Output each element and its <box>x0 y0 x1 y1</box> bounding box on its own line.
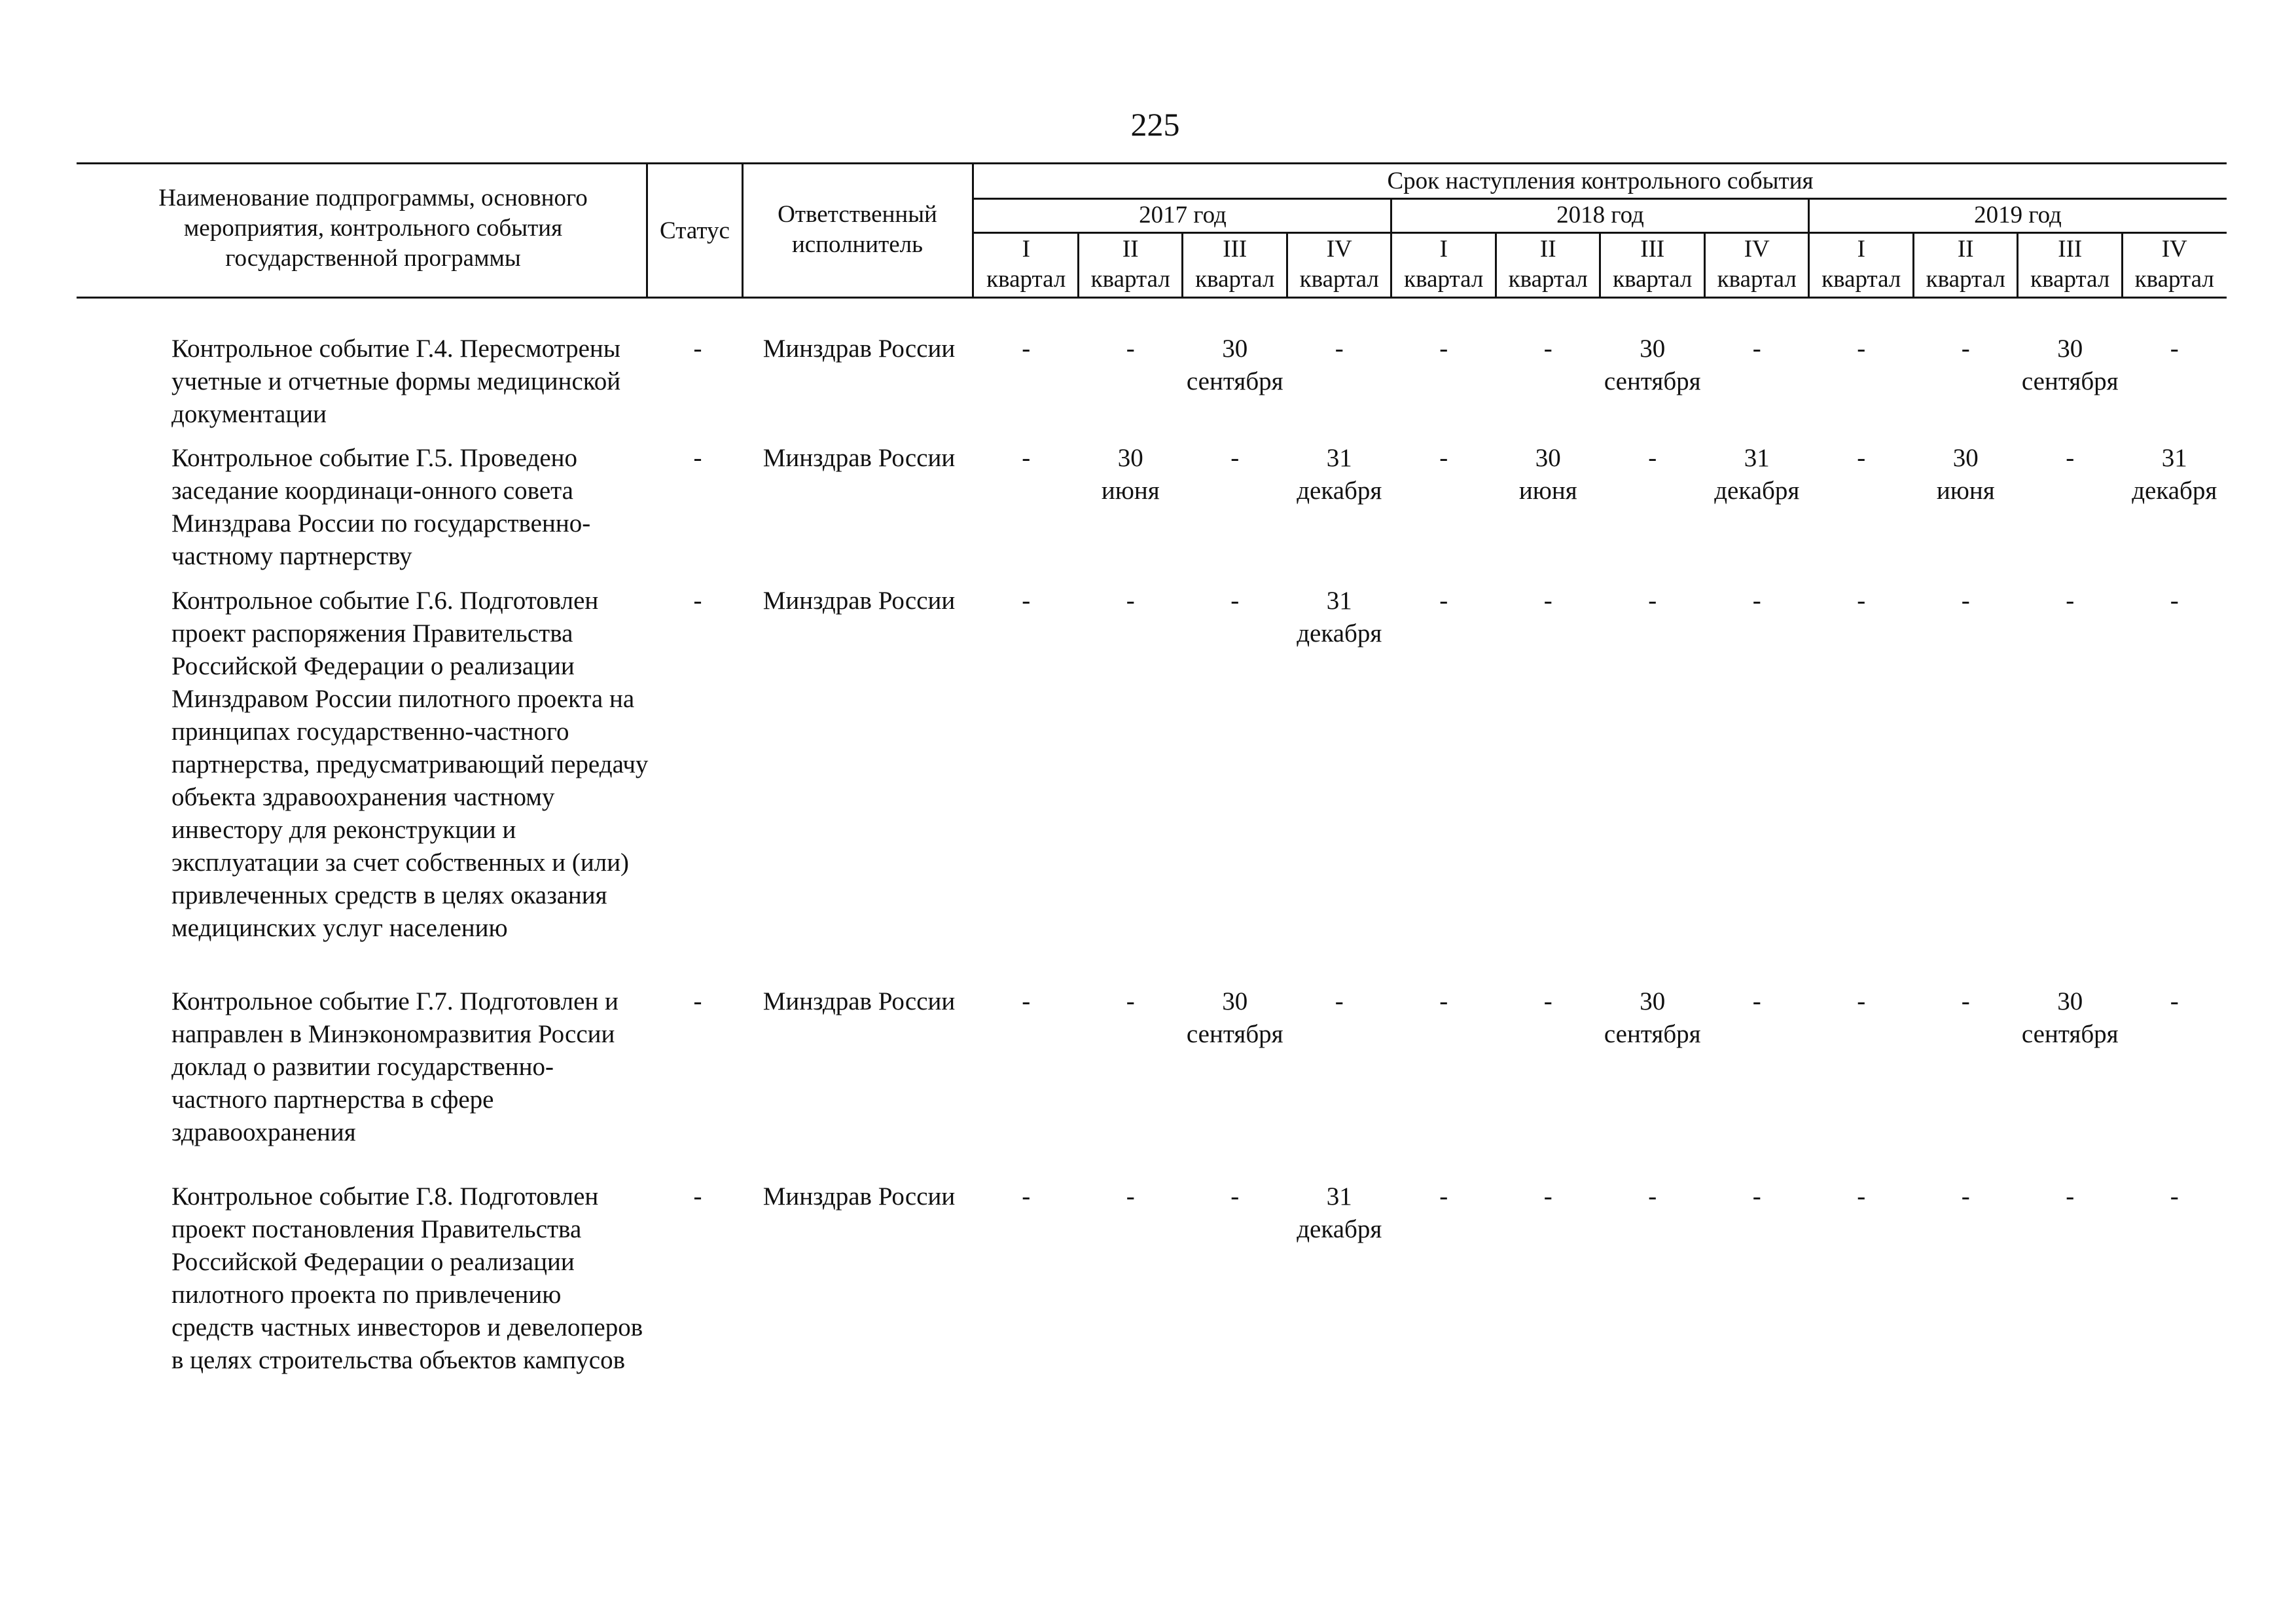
deadline-day: - <box>2066 444 2075 472</box>
quarter-header <box>1809 234 1914 295</box>
quarter-numeral: IV <box>2161 236 2187 263</box>
deadline-day: - <box>1230 587 1240 615</box>
event-name: Контрольное событие Г.5. Проведено заседание координаци-онного совета Минздрава России по государственно-частному партнерству <box>171 444 591 570</box>
quarter-deadline <box>1183 985 1287 1051</box>
quarter-deadline <box>2123 985 2227 1018</box>
header-name: Наименование подпрограммы, основного мероприятия, контрольного события государственной программы <box>158 185 588 272</box>
deadline-day: 31 <box>1744 444 1770 472</box>
quarter-deadline <box>1287 333 1392 365</box>
deadline-day: - <box>2066 1182 2075 1211</box>
deadline-day: - <box>1857 335 1866 363</box>
deadline-day: - <box>2170 587 2179 615</box>
quarter-deadline <box>1600 585 1705 617</box>
quarter-numeral: IV <box>1326 236 1352 263</box>
quarter-word: квартал <box>1717 266 1797 293</box>
quarter-deadline <box>2123 1180 2227 1213</box>
event-status: - <box>693 335 702 363</box>
deadline-day: - <box>1752 1182 1761 1211</box>
deadline-day: 30 <box>2057 335 2083 363</box>
quarter-deadline <box>2123 585 2227 617</box>
deadline-month: сентября <box>2021 1020 2119 1048</box>
quarter-deadline <box>1287 442 1392 507</box>
deadline-day: - <box>1126 335 1135 363</box>
header-status: Статус <box>660 217 730 244</box>
quarter-deadline <box>1496 333 1601 365</box>
event-status: - <box>693 444 702 472</box>
quarter-header <box>1391 234 1496 295</box>
quarter-deadline <box>1809 442 1914 475</box>
deadline-day: 30 <box>1535 444 1561 472</box>
deadline-day: - <box>1022 444 1031 472</box>
quarter-divider <box>1599 232 1601 299</box>
quarter-numeral: IV <box>1744 236 1770 263</box>
quarter-deadline <box>1914 585 2018 617</box>
quarter-divider <box>1912 232 1914 299</box>
quarter-word: квартал <box>1926 266 2005 293</box>
deadline-month: июня <box>1101 477 1160 505</box>
quarter-divider <box>2017 232 2018 299</box>
deadline-day: - <box>1648 1182 1657 1211</box>
deadline-month: декабря <box>1297 1215 1382 1243</box>
deadline-day: - <box>1439 444 1448 472</box>
header-deadline-group: Срок наступления контрольного события <box>1387 168 1814 194</box>
deadline-day: - <box>2066 587 2075 615</box>
quarter-deadline <box>1809 985 1914 1018</box>
year-header: 2019 год <box>1974 202 2062 228</box>
deadline-month: декабря <box>1297 477 1382 505</box>
quarter-deadline <box>2123 333 2227 365</box>
quarter-deadline <box>1496 585 1601 617</box>
quarter-deadline <box>1287 585 1392 650</box>
quarter-deadline <box>1391 585 1496 617</box>
deadline-day: 30 <box>1640 335 1666 363</box>
deadline-month: сентября <box>1604 367 1701 395</box>
quarter-deadline <box>1183 442 1287 475</box>
quarter-deadline <box>1496 1180 1601 1213</box>
deadline-day: - <box>1961 987 1970 1015</box>
quarter-deadline <box>1287 985 1392 1018</box>
quarter-deadline <box>1496 985 1601 1018</box>
quarter-word: квартал <box>1613 266 1693 293</box>
deadline-day: - <box>1961 587 1970 615</box>
quarter-deadline <box>1600 442 1705 475</box>
quarter-word: квартал <box>1090 266 1170 293</box>
event-name: Контрольное событие Г.4. Пересмотрены учетные и отчетные формы медицинской документации <box>171 335 621 428</box>
quarter-header <box>2018 234 2123 295</box>
quarter-deadline <box>1705 1180 1810 1213</box>
quarter-deadline <box>1496 442 1601 507</box>
quarter-header <box>1079 234 1183 295</box>
deadline-month: сентября <box>2021 367 2119 395</box>
quarter-divider <box>1286 232 1288 299</box>
quarter-divider <box>1495 232 1497 299</box>
deadline-day: 30 <box>1952 444 1979 472</box>
header-executor: Ответственный исполнитель <box>778 201 937 258</box>
quarter-deadline <box>1183 1180 1287 1213</box>
quarter-word: квартал <box>1299 266 1379 293</box>
deadline-day: 31 <box>1326 587 1352 615</box>
quarter-deadline <box>1705 333 1810 365</box>
quarter-deadline <box>1914 1180 2018 1213</box>
quarter-deadline <box>974 585 1079 617</box>
deadline-day: - <box>1648 444 1657 472</box>
quarter-divider <box>1704 232 1706 299</box>
event-status: - <box>693 1182 702 1211</box>
quarter-header <box>1600 234 1705 295</box>
quarter-deadline <box>1705 585 1810 617</box>
deadline-day: 30 <box>1222 987 1248 1015</box>
event-executor: Минздрав России <box>762 587 956 615</box>
quarter-deadline <box>1809 585 1914 617</box>
quarter-deadline <box>1079 1180 1183 1213</box>
quarter-deadline <box>2018 333 2123 398</box>
deadline-day: - <box>1022 335 1031 363</box>
quarter-header <box>1705 234 1810 295</box>
quarter-deadline <box>1600 1180 1705 1213</box>
deadline-day: - <box>1126 987 1135 1015</box>
deadline-day: - <box>1439 987 1448 1015</box>
quarter-deadline <box>2018 585 2123 617</box>
quarter-deadline <box>2018 442 2123 475</box>
deadline-day: - <box>1752 987 1761 1015</box>
quarter-deadline <box>1079 442 1183 507</box>
deadline-month: декабря <box>1714 477 1800 505</box>
quarter-deadline <box>1809 1180 1914 1213</box>
quarter-numeral: I <box>1857 236 1865 263</box>
deadline-day: - <box>1126 587 1135 615</box>
deadline-month: декабря <box>1297 619 1382 647</box>
year-header: 2017 год <box>1139 202 1227 228</box>
quarter-divider <box>1181 232 1183 299</box>
quarter-word: квартал <box>1508 266 1588 293</box>
quarter-deadline <box>974 985 1079 1018</box>
quarter-word: квартал <box>2134 266 2214 293</box>
quarter-deadline <box>974 442 1079 475</box>
quarter-deadline <box>1183 333 1287 398</box>
quarter-deadline <box>1391 333 1496 365</box>
deadline-day: - <box>1752 335 1761 363</box>
deadline-day: - <box>1126 1182 1135 1211</box>
quarter-header <box>1914 234 2018 295</box>
deadline-group-rule <box>974 198 2227 200</box>
deadline-day: - <box>1857 1182 1866 1211</box>
quarter-numeral: II <box>1539 236 1556 263</box>
deadline-day: - <box>1543 335 1552 363</box>
event-executor: Минздрав России <box>762 335 956 363</box>
quarter-header <box>2123 234 2227 295</box>
quarter-deadline <box>2123 442 2227 507</box>
deadline-day: - <box>1752 587 1761 615</box>
deadline-day: - <box>1439 587 1448 615</box>
quarter-deadline <box>2018 1180 2123 1213</box>
quarter-deadline <box>1914 442 2018 507</box>
deadline-day: - <box>1857 987 1866 1015</box>
deadline-day: - <box>1230 1182 1240 1211</box>
quarter-divider <box>2121 232 2123 299</box>
quarter-numeral: II <box>1957 236 1974 263</box>
deadline-day: 30 <box>1222 335 1248 363</box>
deadline-day: - <box>1439 335 1448 363</box>
deadline-day: - <box>1335 335 1344 363</box>
deadline-day: - <box>1961 335 1970 363</box>
event-executor: Минздрав России <box>762 987 956 1015</box>
deadline-day: - <box>1543 987 1552 1015</box>
quarter-numeral: III <box>1640 236 1665 263</box>
deadline-day: - <box>1439 1182 1448 1211</box>
event-status: - <box>693 587 702 615</box>
deadline-day: - <box>1543 587 1552 615</box>
quarter-deadline <box>1391 1180 1496 1213</box>
quarter-deadline <box>974 1180 1079 1213</box>
deadline-day: - <box>1022 1182 1031 1211</box>
quarter-header <box>1287 234 1392 295</box>
deadline-day: - <box>2170 335 2179 363</box>
quarter-header <box>974 234 1079 295</box>
event-name: Контрольное событие Г.6. Подготовлен проект распоряжения Правительства Российской Федерации о реализации Минздравом России пилотного проекта на принципах государственно-частного партнерства, предусматривающий передачу объекта здравоохранения частному инвестору для реконструкции и эксплуатации за счет собственных и (или) привлеченных средств в целях оказания медицинских услуг населению <box>171 587 649 942</box>
quarter-word: квартал <box>2030 266 2110 293</box>
quarter-deadline <box>1183 585 1287 617</box>
quarter-numeral: III <box>1223 236 1247 263</box>
quarter-numeral: II <box>1122 236 1139 263</box>
deadline-month: сентября <box>1604 1020 1701 1048</box>
table-top-rule <box>77 162 2227 164</box>
deadline-day: - <box>1857 444 1866 472</box>
quarter-deadline <box>974 333 1079 365</box>
deadline-day: - <box>1022 987 1031 1015</box>
quarter-deadline <box>1079 585 1183 617</box>
year-header: 2018 год <box>1556 202 1644 228</box>
deadline-day: 30 <box>1640 987 1666 1015</box>
deadline-day: - <box>2170 987 2179 1015</box>
deadline-month: сентября <box>1186 367 1283 395</box>
page-number: 225 <box>1130 106 1180 143</box>
quarter-deadline <box>1287 1180 1392 1246</box>
event-status: - <box>693 987 702 1015</box>
deadline-day: - <box>2170 1182 2179 1211</box>
deadline-day: 31 <box>1326 444 1352 472</box>
quarter-deadline <box>1809 333 1914 365</box>
quarter-deadline <box>1079 985 1183 1018</box>
divider-status-executor <box>742 162 744 299</box>
event-name: Контрольное событие Г.8. Подготовлен проект постановления Правительства Российской Федерации о реализации пилотного проекта по привлечению средств частных инвесторов и девелоперов в целях строительства объектов кампусов <box>171 1182 643 1374</box>
quarter-word: квартал <box>986 266 1066 293</box>
quarter-deadline <box>1705 442 1810 507</box>
deadline-day: 31 <box>2161 444 2187 472</box>
deadline-day: - <box>1648 587 1657 615</box>
quarter-word: квартал <box>1821 266 1901 293</box>
quarter-deadline <box>1391 442 1496 475</box>
quarter-deadline <box>1914 985 2018 1018</box>
deadline-day: - <box>1335 987 1344 1015</box>
deadline-day: - <box>1543 1182 1552 1211</box>
deadline-month: июня <box>1936 477 1995 505</box>
quarter-word: квартал <box>1195 266 1275 293</box>
quarter-header <box>1496 234 1601 295</box>
quarter-deadline <box>1600 985 1705 1051</box>
quarter-divider <box>1077 232 1079 299</box>
deadline-month: декабря <box>2132 477 2217 505</box>
deadline-month: июня <box>1518 477 1577 505</box>
quarter-numeral: I <box>1022 236 1030 263</box>
quarter-deadline <box>1079 333 1183 365</box>
deadline-day: 30 <box>2057 987 2083 1015</box>
event-name: Контрольное событие Г.7. Подготовлен и направлен в Минэкономразвития России доклад о развитии государственно-частного партнерства в сфере здравоохранения <box>171 987 619 1146</box>
quarter-numeral: III <box>2058 236 2083 263</box>
quarter-deadline <box>2018 985 2123 1051</box>
quarter-deadline <box>1914 333 2018 365</box>
quarter-deadline <box>1391 985 1496 1018</box>
event-executor: Минздрав России <box>762 1182 956 1211</box>
table-header-bottom-rule <box>77 297 2227 299</box>
deadline-day: - <box>1961 1182 1970 1211</box>
quarter-numeral: I <box>1439 236 1448 263</box>
event-executor: Минздрав России <box>762 444 956 472</box>
deadline-day: 31 <box>1326 1182 1352 1211</box>
quarter-header <box>1183 234 1287 295</box>
deadline-day: - <box>1230 444 1240 472</box>
deadline-day: - <box>1022 587 1031 615</box>
quarter-word: квартал <box>1404 266 1484 293</box>
deadline-month: сентября <box>1186 1020 1283 1048</box>
deadline-day: - <box>1857 587 1866 615</box>
deadline-day: 30 <box>1117 444 1143 472</box>
quarter-deadline <box>1705 985 1810 1018</box>
quarter-deadline <box>1600 333 1705 398</box>
